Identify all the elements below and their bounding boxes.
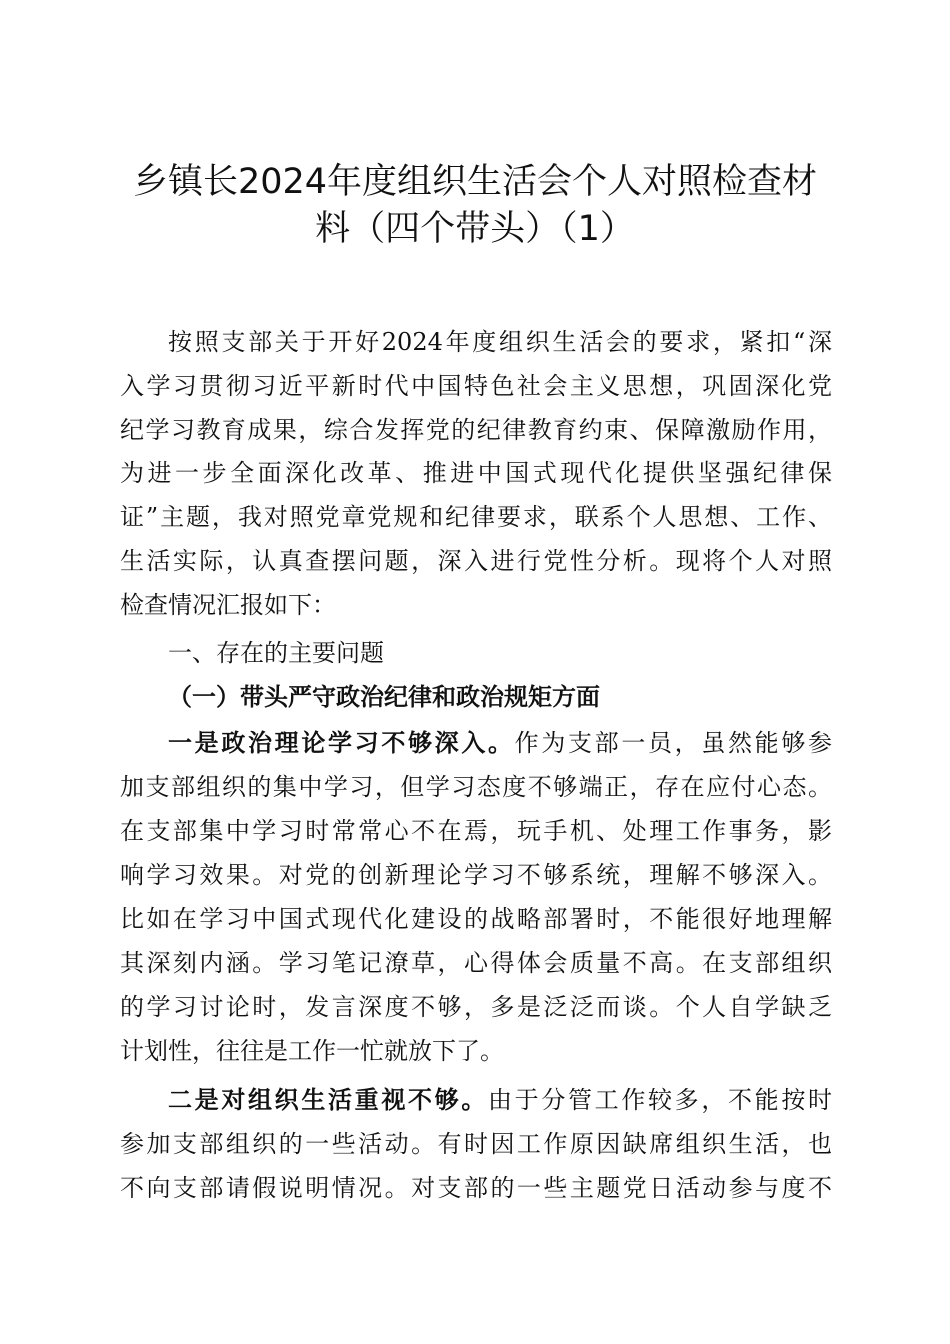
intro-line: 检查情况汇报如下：: [120, 591, 336, 619]
intro-line: 生活实际，认真查摆问题，深入进行党性分析。现将个人对照: [120, 547, 832, 575]
point1-line: 计划性，往往是工作一忙就放下了。: [120, 1037, 504, 1065]
point1-line: 在支部集中学习时常常心不在焉，玩手机、处理工作事务，影: [120, 817, 832, 845]
point1-line: 加支部组织的集中学习，但学习态度不够端正，存在应付心态。: [120, 773, 832, 801]
point1-first-line: [168, 723, 832, 763]
point1-line: 的学习讨论时，发言深度不够，多是泛泛而谈。个人自学缺乏: [120, 993, 832, 1021]
subsection-heading: （一）带头严守政治纪律和政治规矩方面: [168, 683, 600, 711]
document-title-line-1: 乡镇长2024年度组织生活会个人对照检查材: [132, 162, 818, 202]
point1-lead: 一是政治理论学习不够深入。: [168, 729, 515, 757]
point2-first-line: [168, 1080, 832, 1120]
point2-first-line-rest: 由于分管工作较多，不能按时: [488, 1086, 832, 1114]
intro-line: 为进一步全面深化改革、推进中国式现代化提供坚强纪律保: [120, 459, 832, 487]
intro-line: 入学习贯彻习近平新时代中国特色社会主义思想，巩固深化党: [120, 372, 832, 400]
point2-line: 参加支部组织的一些活动。有时因工作原因缺席组织生活，也: [120, 1130, 832, 1158]
section-heading: 一、存在的主要问题: [168, 639, 384, 667]
document-title-line-2: 料（四个带头）（1）: [315, 209, 635, 249]
point1-line: 其深刻内涵。学习笔记潦草，心得体会质量不高。在支部组织: [120, 949, 832, 977]
point2-lead: 二是对组织生活重视不够。: [168, 1086, 488, 1114]
point1-line: 比如在学习中国式现代化建设的战略部署时，不能很好地理解: [120, 905, 832, 933]
point1-line: 响学习效果。对党的创新理论学习不够系统，理解不够深入。: [120, 861, 832, 889]
intro-line: 证”主题，我对照党章党规和纪律要求，联系个人思想、工作、: [120, 503, 832, 531]
point1-first-line-rest: 作为支部一员，虽然能够参: [514, 729, 833, 757]
intro-line: 纪学习教育成果，综合发挥党的纪律教育约束、保障激励作用，: [120, 416, 832, 444]
intro-line: 按照支部关于开好2024年度组织生活会的要求，紧扣“深: [168, 328, 832, 356]
point2-line: 不向支部请假说明情况。对支部的一些主题党日活动参与度不: [120, 1174, 832, 1202]
